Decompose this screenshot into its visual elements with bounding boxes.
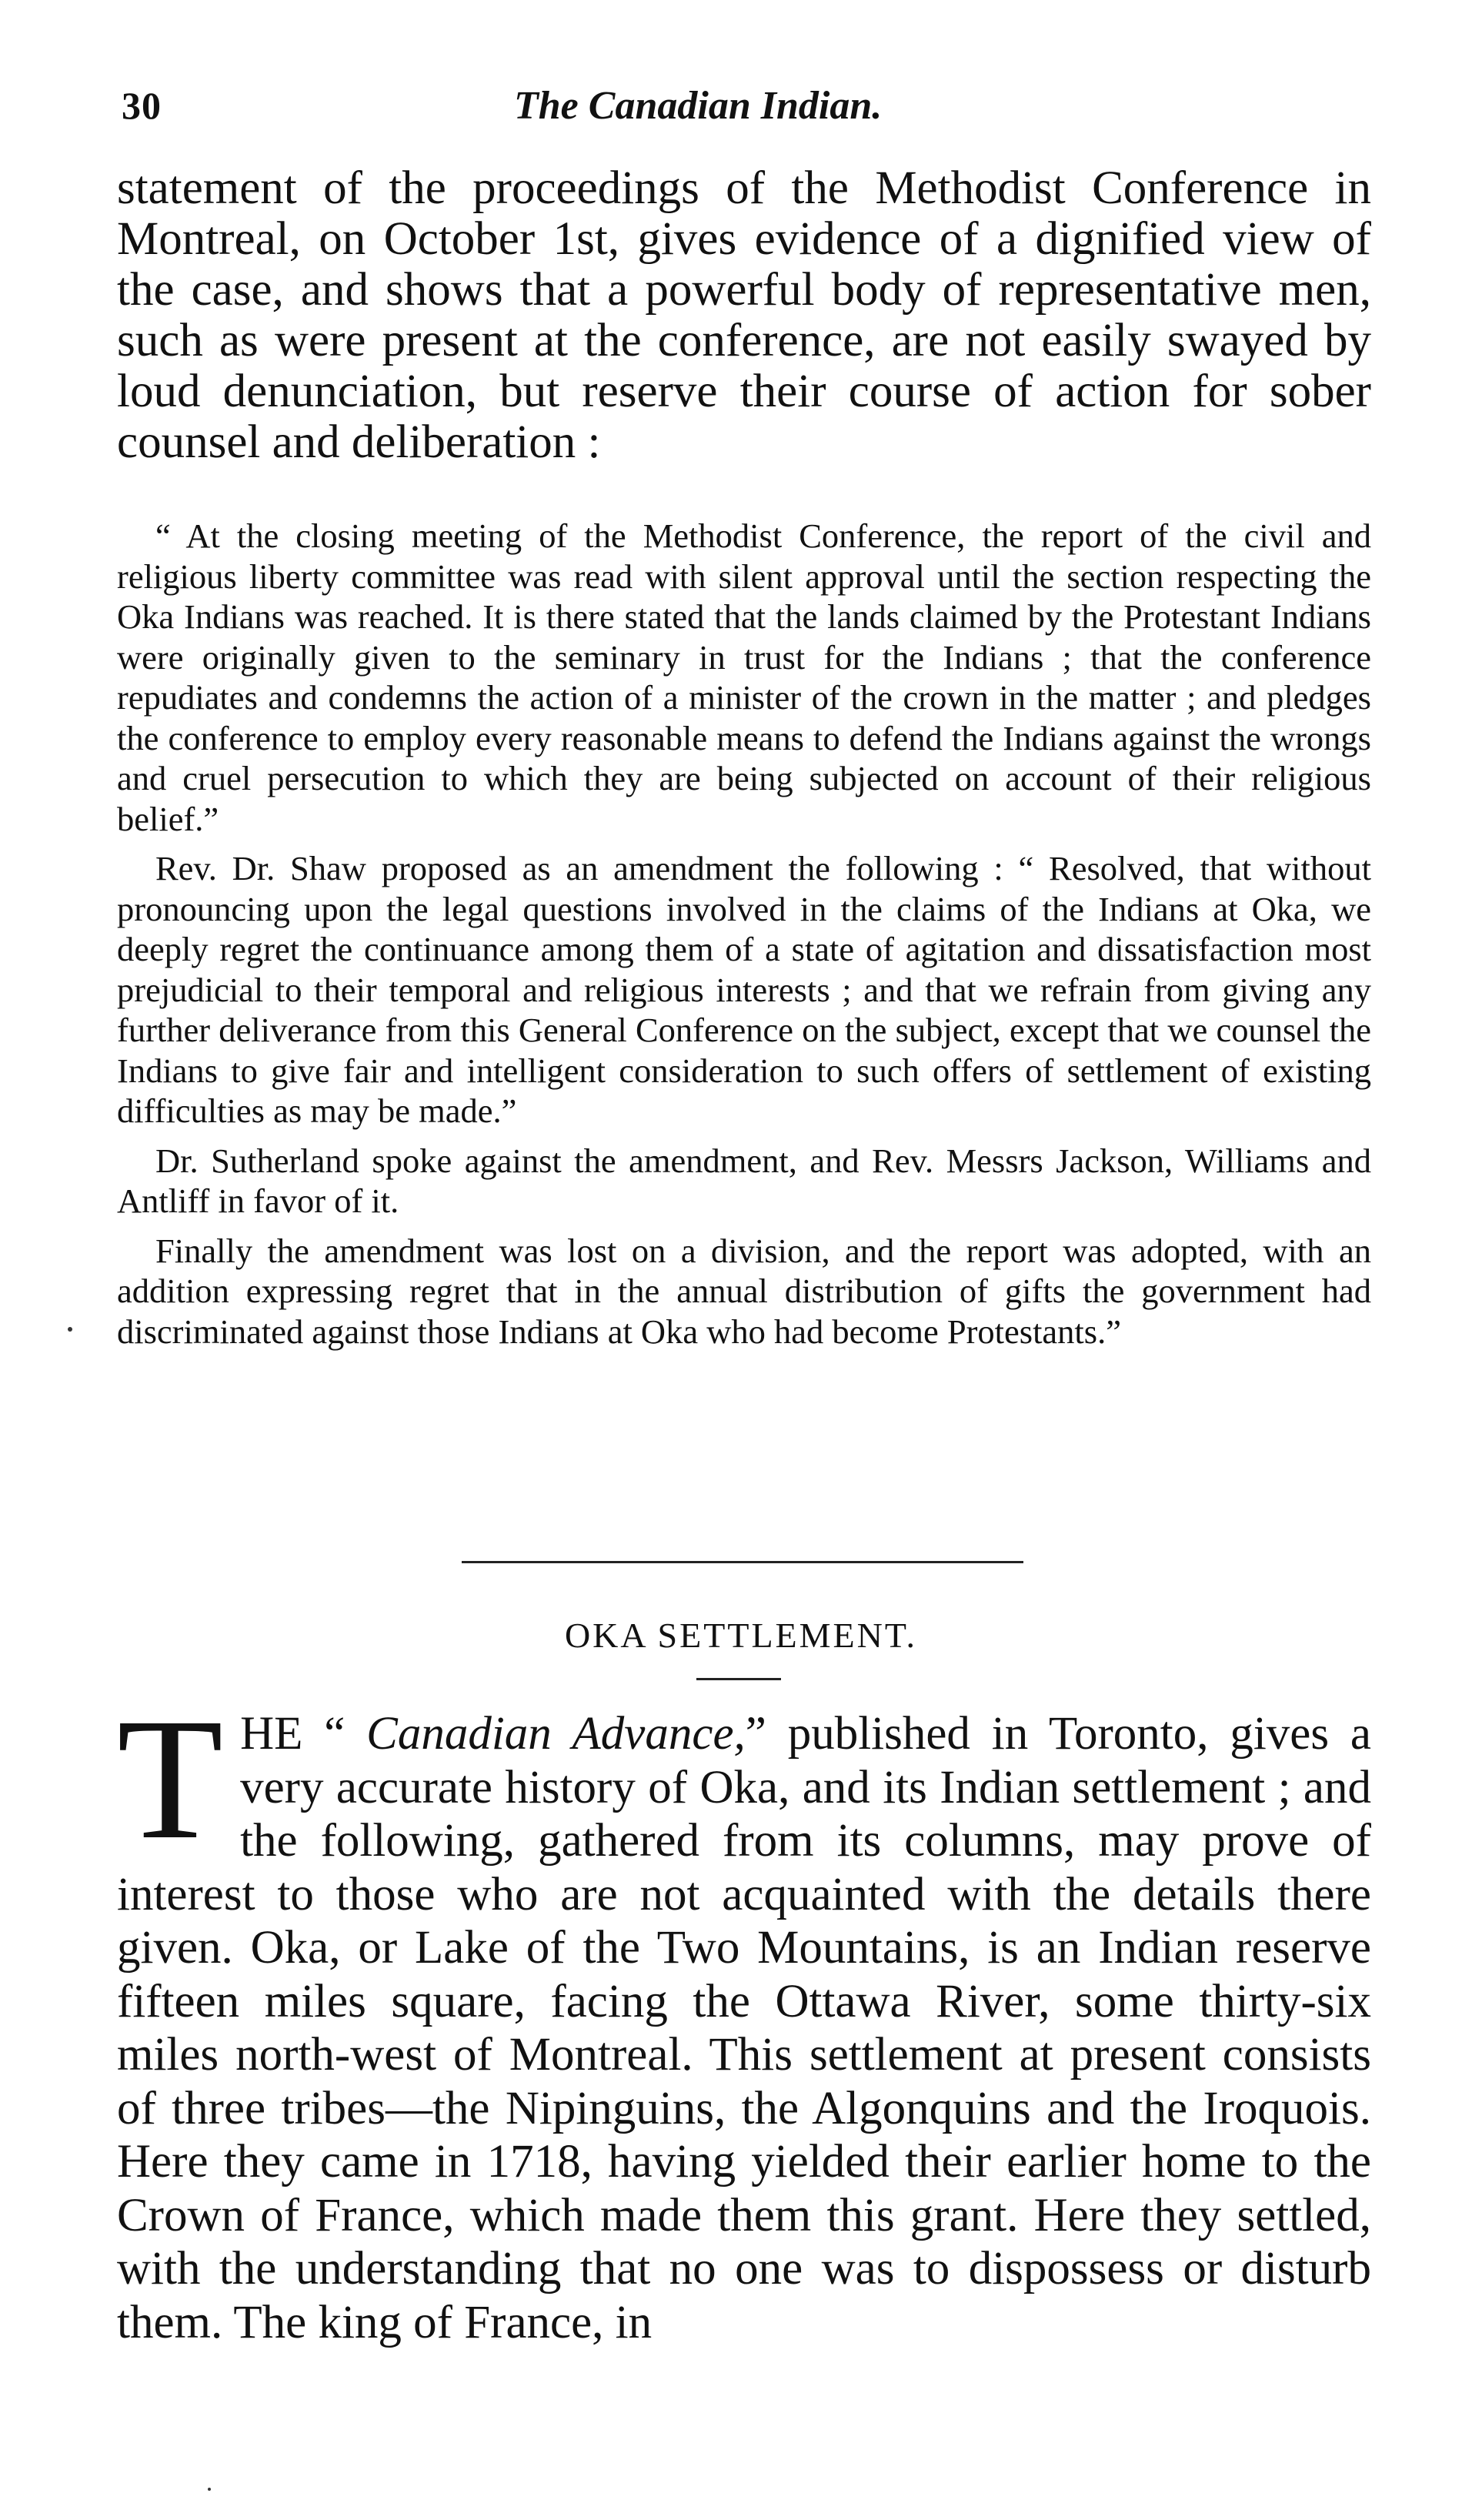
drop-cap: T <box>117 1683 224 1875</box>
lead-in: HE “ <box>240 1708 367 1760</box>
section-text: ” published in Toronto, gives a very accurate history of Oka, and its Indian settlement ; and the following, gathered from its columns, may prove of interest to those who are not acquainted with the details there given. Oka, or Lake of the Two Mountains, is an Indian reserve fifteen miles square, facing the Ottawa River, some thirty-six miles north-west of Montreal. This settlement at present consists of three tribes—the Nipinguins, the Algonquins and the Iroquois. Here they came in 1718, having yielded their earlier home to the Crown of France, which made them this grant. Here they settled, with the understanding that no one was to dispossess or disturb them. The king of France, in <box>117 1708 1371 2348</box>
publication-title: Canadian Advance, <box>366 1708 746 1760</box>
quote-paragraph: Rev. Dr. Shaw proposed as an amendment the following : “ Resolved, that without pronouncing upon the legal questions involved in the claims of the Indians at Oka, we deeply regret the continuance among them of a state of agitation and dissatisfaction most prejudicial to their temporal and religious interests ; and that we refrain from giving any further deliverance from this General Conference on the subject, except that we counsel the Indians to give fair and intelligent consideration to such offers of settlement of existing difficulties as may be made.” <box>117 849 1371 1130</box>
quote-paragraph: “ At the closing meeting of the Methodist Conference, the report of the civil and religious liberty committee was read with silent approval until the section respecting the Oka Indians was reached. It is there stated that the lands claimed by the Protestant Indians were originally given to the seminary in trust for the Indians ; that the conference repudiates and condemns the action of a minister of the crown in the matter ; and pledges the conference to employ every reasonable means to defend the Indians against the wrongs and cruel persecution to which they are being subjected on account of their religious belief.” <box>117 516 1371 838</box>
section-heading: OKA SETTLEMENT. <box>564 1616 918 1655</box>
heading-underline <box>696 1678 781 1680</box>
print-speck <box>208 2488 211 2491</box>
running-title: The Canadian Indian. <box>514 84 883 128</box>
quote-paragraph: Dr. Sutherland spoke against the amendment, and Rev. Messrs Jackson, Williams and Antliff in favor of it. <box>117 1141 1371 1220</box>
page-header <box>122 83 1368 137</box>
intro-paragraph: statement of the proceedings of the Methodist Conference in Montreal, on October 1st, gives evidence of a dignified view of the case, and shows that a powerful body of representative men, such as were present at the conference, are not easily swayed by loud denunciation, but reserve their course of action for sober counsel and deliberation : <box>117 162 1371 468</box>
print-speck <box>68 1327 72 1332</box>
quote-paragraph: Finally the amendment was lost on a division, and the report was adopted, with an addition expressing regret that in the annual distribution of gifts the government had discriminated against those Indians at Oka who had become Protestants.” <box>117 1231 1371 1351</box>
page-number: 30 <box>122 84 162 127</box>
quoted-report <box>117 516 1371 1361</box>
section-body <box>117 1683 1371 2349</box>
section-divider <box>462 1561 1023 1563</box>
